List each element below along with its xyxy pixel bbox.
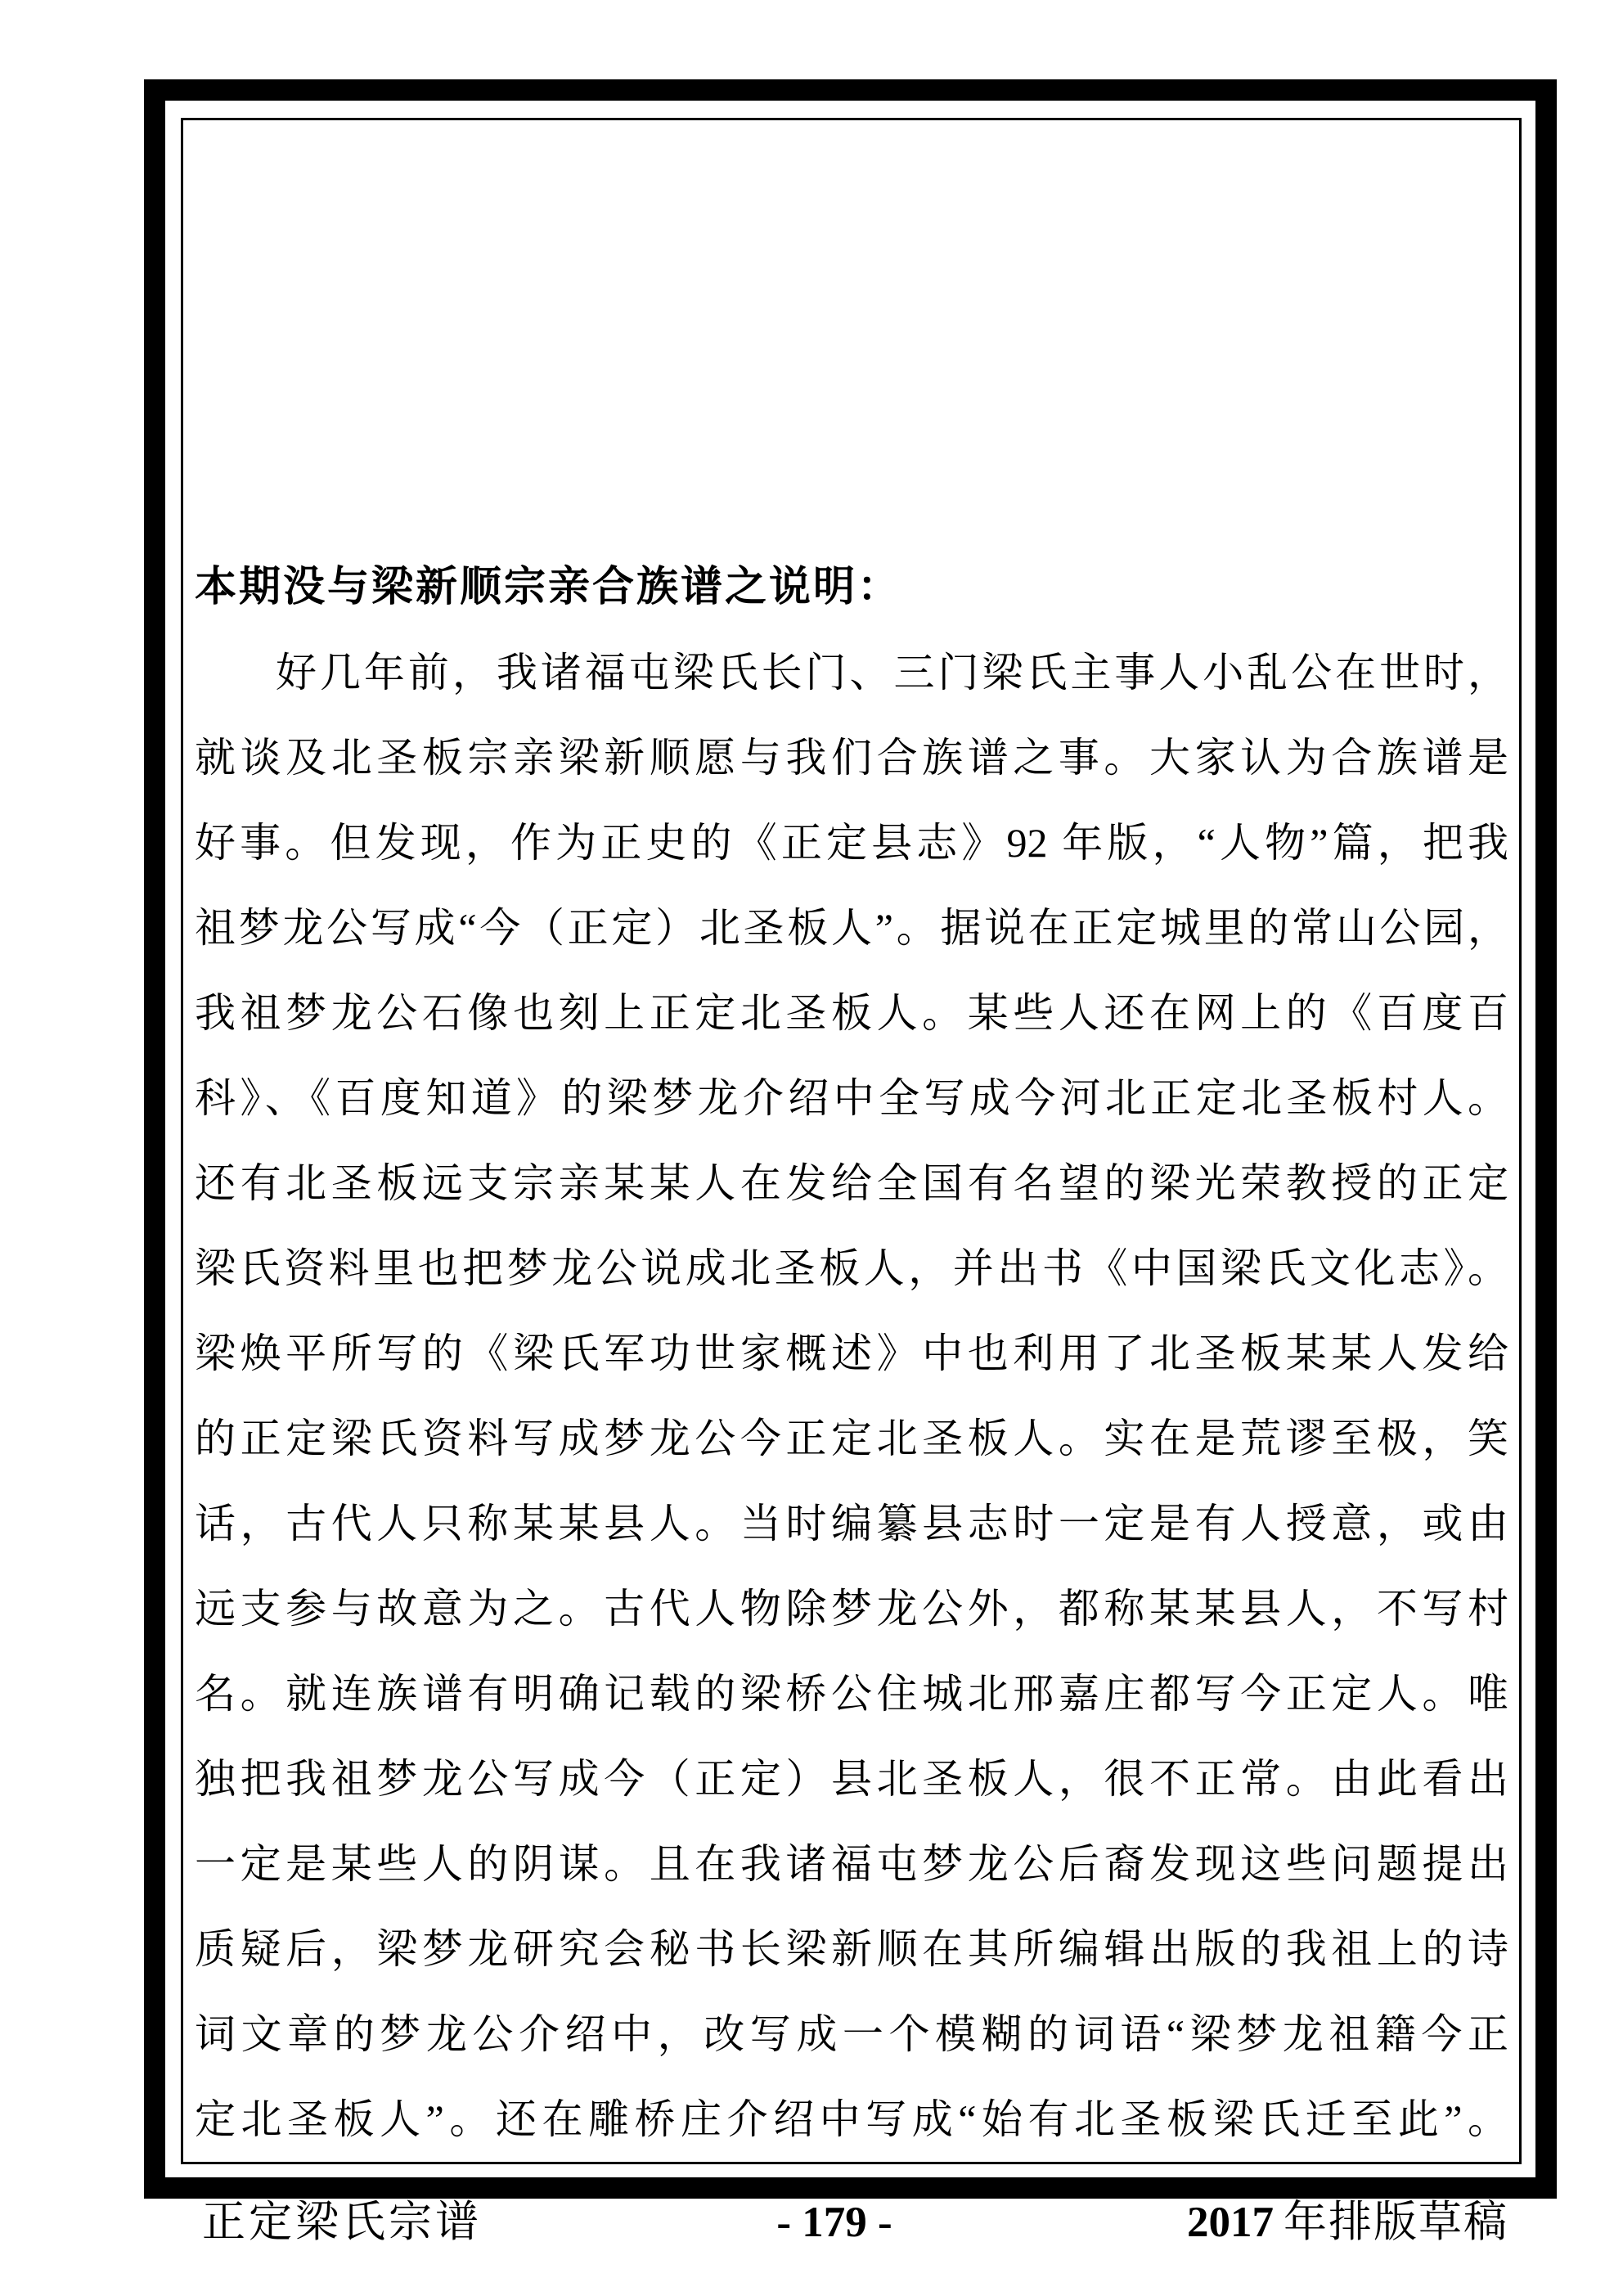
footer-edition-year: 2017 (1187, 2199, 1274, 2246)
paragraph-line: 一定是某些人的阴谋。且在我诸福屯梦龙公后裔发现这些问题提出 (195, 1841, 1508, 1887)
paragraph-line: 质疑后，梁梦龙研究会秘书长梁新顺在其所编辑出版的我祖上的诗 (195, 1926, 1508, 1972)
page-border-inner (181, 118, 1522, 2164)
footer-page-number: - 179 - (776, 2199, 892, 2246)
section-heading: 本期没与梁新顺宗亲合族谱之说明： (195, 565, 902, 610)
paragraph-line: 名。就连族谱有明确记载的梁桥公住城北邢嘉庄都写今正定人。唯 (195, 1671, 1508, 1717)
paragraph-line: 科》、《百度知道》的梁梦龙介绍中全写成今河北正定北圣板村人。 (195, 1075, 1508, 1121)
paragraph-line: 就谈及北圣板宗亲梁新顺愿与我们合族谱之事。大家认为合族谱是 (195, 735, 1508, 781)
paragraph-line: 还有北圣板远支宗亲某某人在发给全国有名望的梁光荣教授的正定 (195, 1160, 1508, 1206)
footer-book-title: 正定梁氏宗谱 (202, 2199, 482, 2246)
paragraph-line: 独把我祖梦龙公写成今（正定）县北圣板人，很不正常。由此看出 (195, 1756, 1508, 1802)
paragraph-line: 好事。但发现，作为正史的《正定县志》92 年版，“人物”篇，把我 (195, 820, 1508, 866)
page-footer (202, 2194, 1508, 2251)
paragraph-line: 我祖梦龙公石像也刻上正定北圣板人。某些人还在网上的《百度百 (195, 990, 1508, 1036)
paragraph-line: 定北圣板人”。还在雕桥庄介绍中写成“始有北圣板梁氏迁至此”。 (195, 2096, 1508, 2142)
footer-edition-label: 年排版草稿 (1284, 2199, 1508, 2246)
paragraph-line: 梁焕平所写的《梁氏军功世家概述》中也利用了北圣板某某人发给 (195, 1330, 1508, 1376)
paragraph-line: 话，古代人只称某某县人。当时编纂县志时一定是有人授意，或由 (195, 1501, 1508, 1546)
paragraph-line: 的正定梁氏资料写成梦龙公今正定北圣板人。实在是荒谬至极，笑 (195, 1416, 1508, 1461)
page-border-outer (144, 79, 1557, 2199)
paragraph-line: 祖梦龙公写成“今（正定）北圣板人”。据说在正定城里的常山公园， (195, 905, 1508, 951)
paragraph-line: 词文章的梦龙公介绍中，改写成一个模糊的词语“梁梦龙祖籍今正 (195, 2011, 1508, 2057)
paragraph-line: 梁氏资料里也把梦龙公说成北圣板人，并出书《中国梁氏文化志》。 (195, 1245, 1508, 1291)
paragraph-line: 好几年前，我诸福屯梁氏长门、三门梁氏主事人小乱公在世时， (276, 650, 1508, 696)
document-body (195, 545, 1508, 2162)
paragraph-line: 远支参与故意为之。古代人物除梦龙公外，都称某某县人，不写村 (195, 1586, 1508, 1632)
footer-edition (1187, 2194, 1508, 2251)
